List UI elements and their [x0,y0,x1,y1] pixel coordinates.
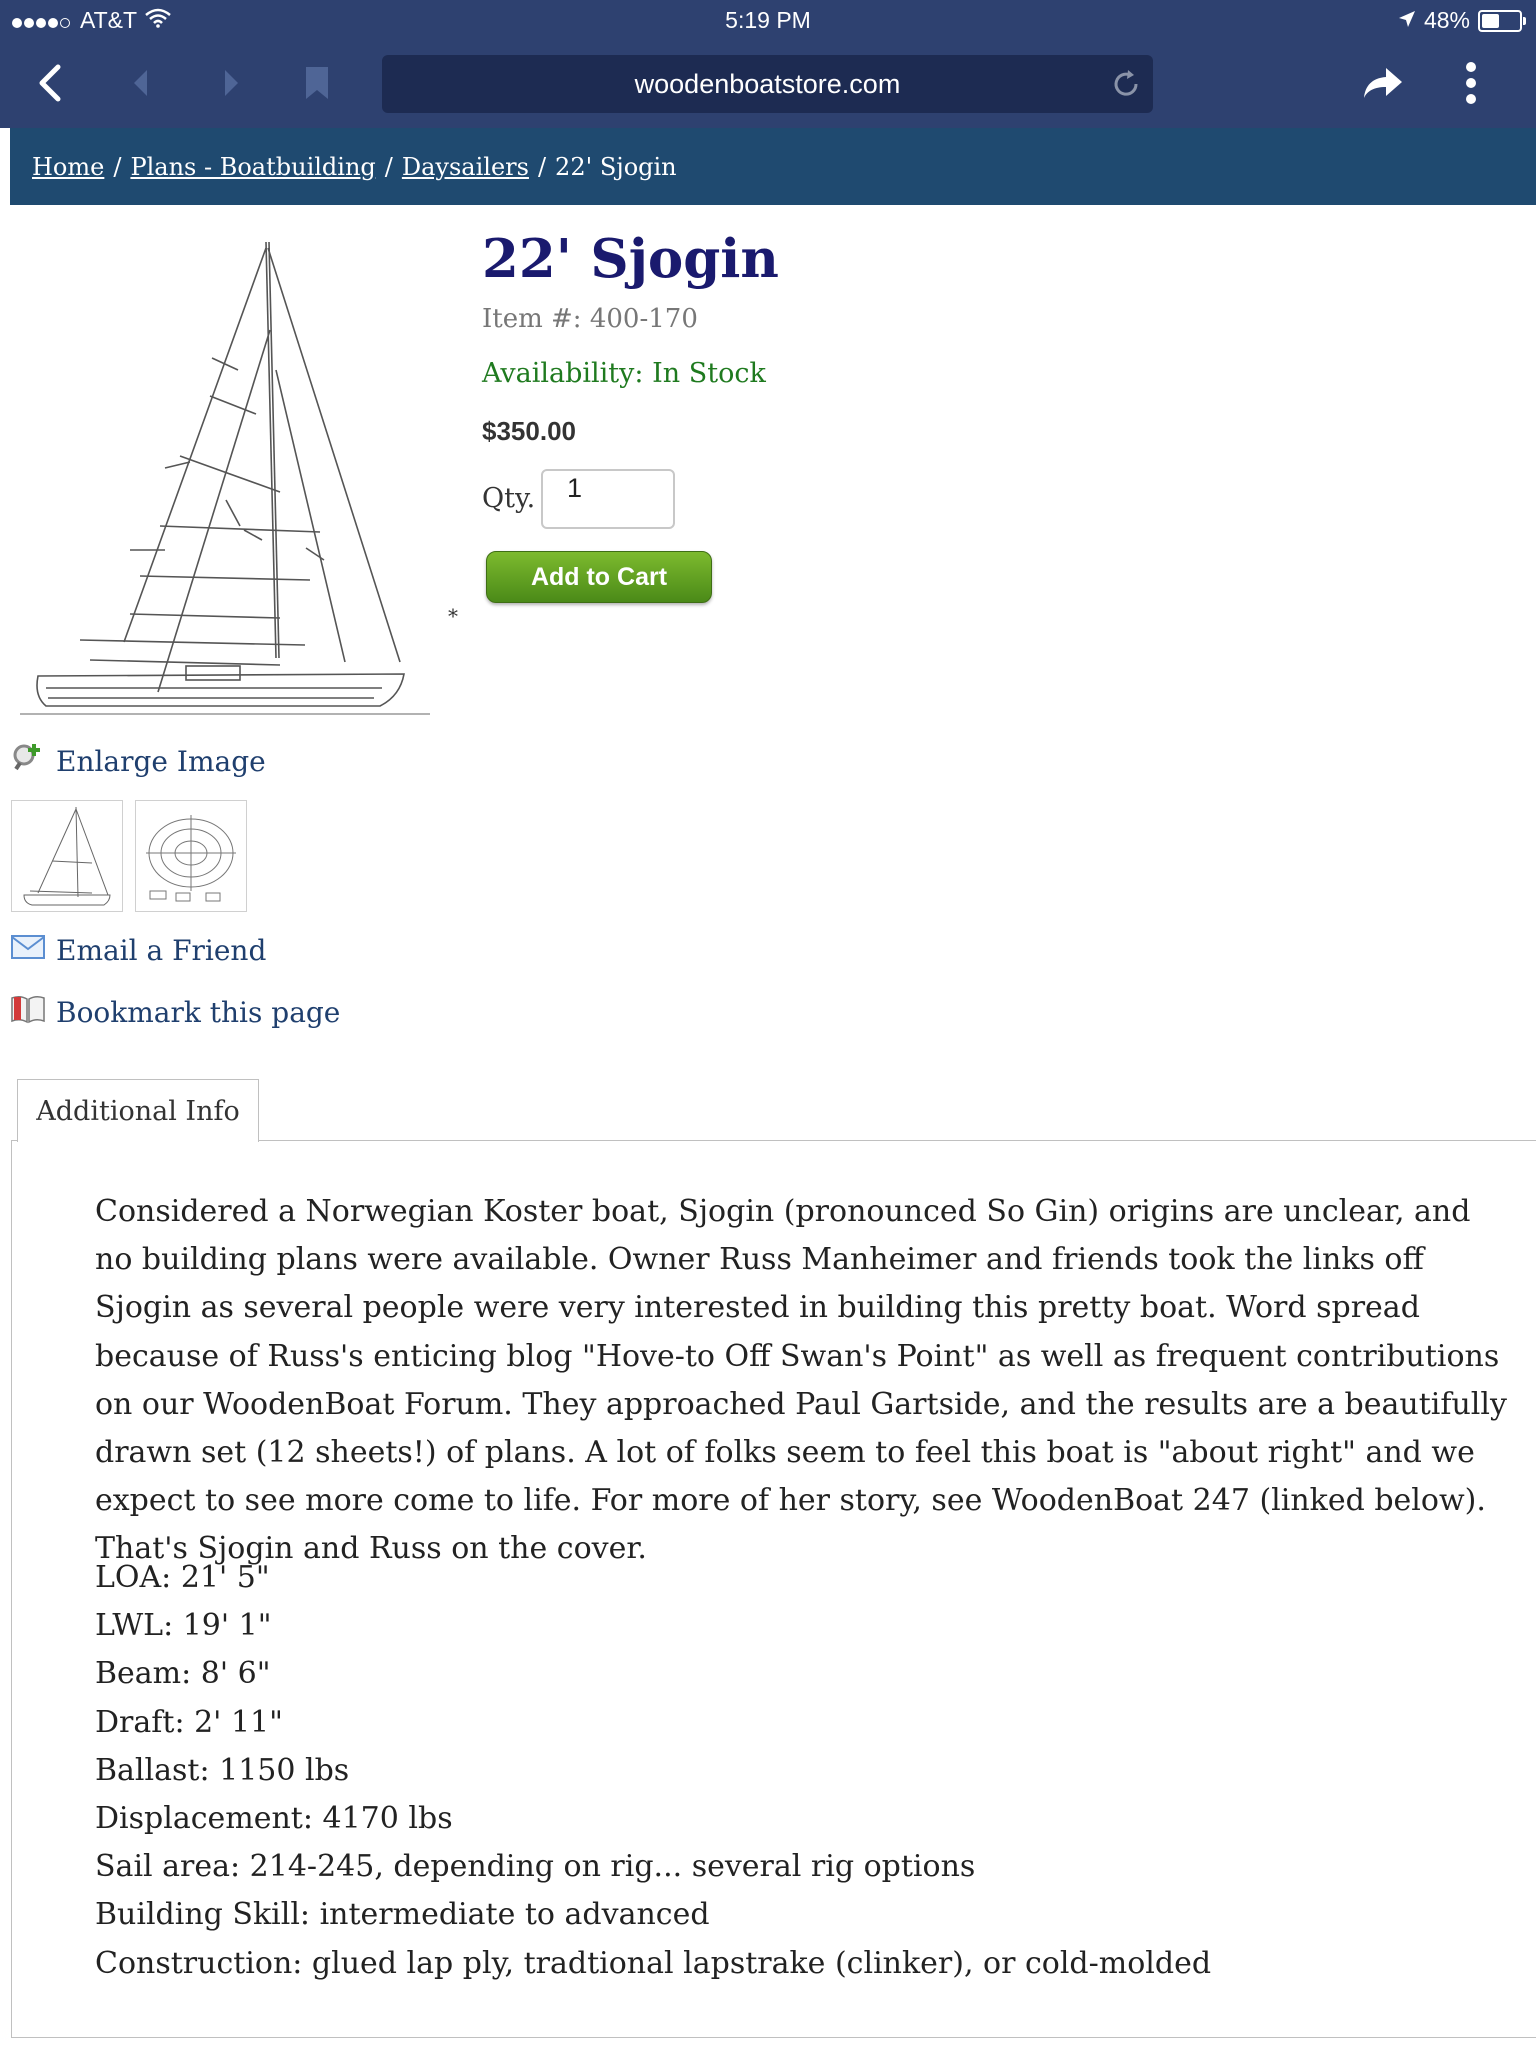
enlarge-image-link[interactable] [10,740,266,783]
clock: 5:19 PM [725,7,811,33]
address-bar[interactable] [382,55,1153,113]
spec-draft: Draft: 2' 11" [95,1704,283,1740]
spec-ballast: Ballast: 1150 lbs [95,1752,350,1788]
spec-beam: Beam: 8' 6" [95,1656,271,1692]
product-price: $350.00 [482,416,576,446]
spec-sail-area: Sail area: 214-245, depending on rig... several rig options [95,1849,976,1885]
breadcrumb-separator: / [384,152,393,181]
availability-status: Availability: In Stock [482,358,766,389]
thumbnail-sailplan[interactable] [11,800,123,912]
product-description: Considered a Norwegian Koster boat, Sjogin (pronounced So Gin) origins are unclear, and no building plans were available. Owner Russ Manheimer and friends took the links off Sjogin as several people were very interested in building this pretty boat. Word spread because of Russ's enticing blog "Hove-to Off Swan's Point" as well as frequent contributions on our WoodenBoat Forum. They approached Paul Gartside, and the results are a beautifully drawn set (12 sheets!) of plans. A lot of folks seem to feel this boat is "about right" and we expect to see more come to life. For more of her story, see WoodenBoat 247 (linked below). That's Sjogin and Russ on the cover. [95,1194,1507,1567]
back-icon[interactable] [28,60,74,106]
bookmark-icon[interactable] [294,60,340,106]
email-friend-link[interactable] [10,934,266,967]
location-arrow-icon [1398,7,1416,34]
battery-icon [1478,10,1522,32]
spec-loa: LOA: 21' 5" [95,1560,270,1595]
battery-percent: 48% [1423,7,1470,33]
history-back-icon[interactable] [118,60,164,106]
add-to-cart-button[interactable]: Add to Cart [486,551,712,603]
bookmark-page-link[interactable] [10,994,340,1031]
enlarge-image-label: Enlarge Image [56,745,266,778]
breadcrumb-current: 22' Sjogin [555,152,677,181]
status-bar [0,0,1536,40]
quantity-input[interactable]: 1 [541,469,675,529]
breadcrumb [10,128,1536,205]
url-text: woodenboatstore.com [634,68,901,99]
item-number: Item #: 400-170 [482,304,698,334]
battery-fill [1482,14,1499,28]
browser-toolbar [0,40,1536,128]
breadcrumb-separator: / [113,152,122,181]
tab-additional-info[interactable]: Additional Info [17,1079,259,1142]
thumbnail-deck-plan[interactable] [135,800,247,912]
share-icon[interactable] [1360,60,1406,106]
reload-icon[interactable] [1111,69,1141,106]
more-icon[interactable] [1448,60,1494,106]
magnifier-plus-icon [10,740,46,783]
spec-construction: Construction: glued lap ply, tradtional lapstrake (clinker), or cold-molded [95,1945,1212,1981]
spec-building-skill: Building Skill: intermediate to advanced [95,1897,710,1933]
history-forward-icon[interactable] [208,60,254,106]
breadcrumb-plans[interactable]: Plans - Boatbuilding [130,152,376,181]
book-icon [10,994,46,1031]
spec-lwl: LWL: 19' 1" [95,1608,272,1644]
bookmark-page-label: Bookmark this page [56,996,341,1029]
carrier-name: AT&T [80,7,138,33]
product-title: 22' Sjogin [482,228,779,290]
spec-displacement: Displacement: 4170 lbs [95,1801,453,1837]
spec-list [95,1554,1211,1988]
breadcrumb-separator: / [537,152,547,181]
breadcrumb-home[interactable]: Home [32,152,105,181]
envelope-icon [10,934,46,967]
quantity-label: Qty. [482,483,536,514]
breadcrumb-daysailers[interactable]: Daysailers [401,152,529,181]
product-image[interactable] [20,230,430,730]
image-footnote-asterisk: * [448,604,458,628]
email-friend-label: Email a Friend [56,934,267,967]
